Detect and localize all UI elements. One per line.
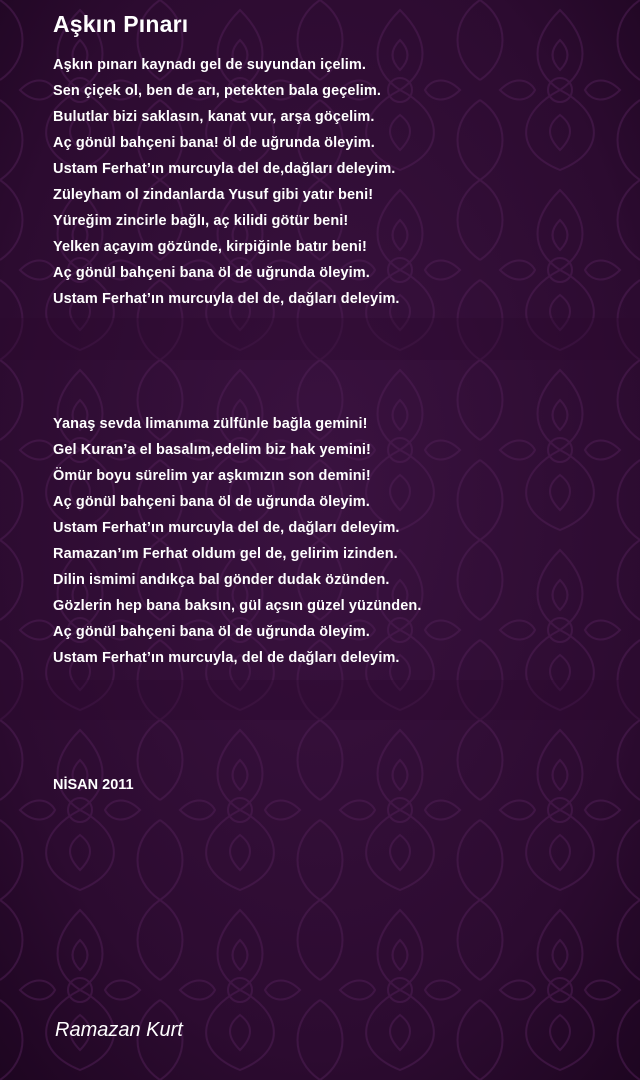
poem-line: Bulutlar bizi saklasın, kanat vur, arşa göçelim. bbox=[53, 109, 375, 125]
poem-line: Yüreğim zincirle bağlı, aç kilidi götür beni! bbox=[53, 213, 349, 229]
poem-line: Aç gönül bahçeni bana öl de uğrunda öleyim. bbox=[53, 265, 370, 281]
stanza-1 bbox=[53, 52, 400, 312]
author-name: Ramazan Kurt bbox=[55, 1019, 183, 1041]
poem-line: Yelken açayım gözünde, kirpiğinle batır beni! bbox=[53, 239, 367, 255]
poem-line: Züleyham ol zindanlarda Yusuf gibi yatır beni! bbox=[53, 187, 374, 203]
poem-line: Ustam Ferhat’ın murcuyla del de, dağları deleyim. bbox=[53, 291, 400, 307]
poem-line: Ustam Ferhat’ın murcuyla del de,dağları deleyim. bbox=[53, 161, 396, 177]
poem-line: Ramazan’ım Ferhat oldum gel de, gelirim izinden. bbox=[53, 546, 398, 562]
poem-line: Aç gönül bahçeni bana! öl de uğrunda öleyim. bbox=[53, 135, 375, 151]
poem-line: Ömür boyu sürelim yar aşkımızın son demini! bbox=[53, 468, 371, 484]
poem-line: Dilin ismimi andıkça bal gönder dudak özünden. bbox=[53, 572, 390, 588]
poem-line: Gel Kuran’a el basalım,edelim biz hak yemini! bbox=[53, 442, 371, 458]
poem-line: Aç gönül bahçeni bana öl de uğrunda öleyim. bbox=[53, 494, 370, 510]
poem-date: NİSAN 2011 bbox=[53, 777, 134, 793]
stanza-2 bbox=[53, 411, 421, 671]
poem-line: Aşkın pınarı kaynadı gel de suyundan içelim. bbox=[53, 57, 367, 73]
poem-line: Ustam Ferhat’ın murcuyla del de, dağları deleyim. bbox=[53, 520, 400, 536]
poem-line: Sen çiçek ol, ben de arı, petekten bala geçelim. bbox=[53, 83, 381, 99]
poem-line: Aç gönül bahçeni bana öl de uğrunda öleyim. bbox=[53, 624, 370, 640]
poem-line: Gözlerin hep bana baksın, gül açsın güzel yüzünden. bbox=[53, 598, 422, 614]
poem-line: Ustam Ferhat’ın murcuyla, del de dağları deleyim. bbox=[53, 650, 400, 666]
poem-line: Yanaş sevda limanıma zülfünle bağla gemini! bbox=[53, 416, 368, 432]
poem-title: Aşkın Pınarı bbox=[53, 11, 189, 37]
